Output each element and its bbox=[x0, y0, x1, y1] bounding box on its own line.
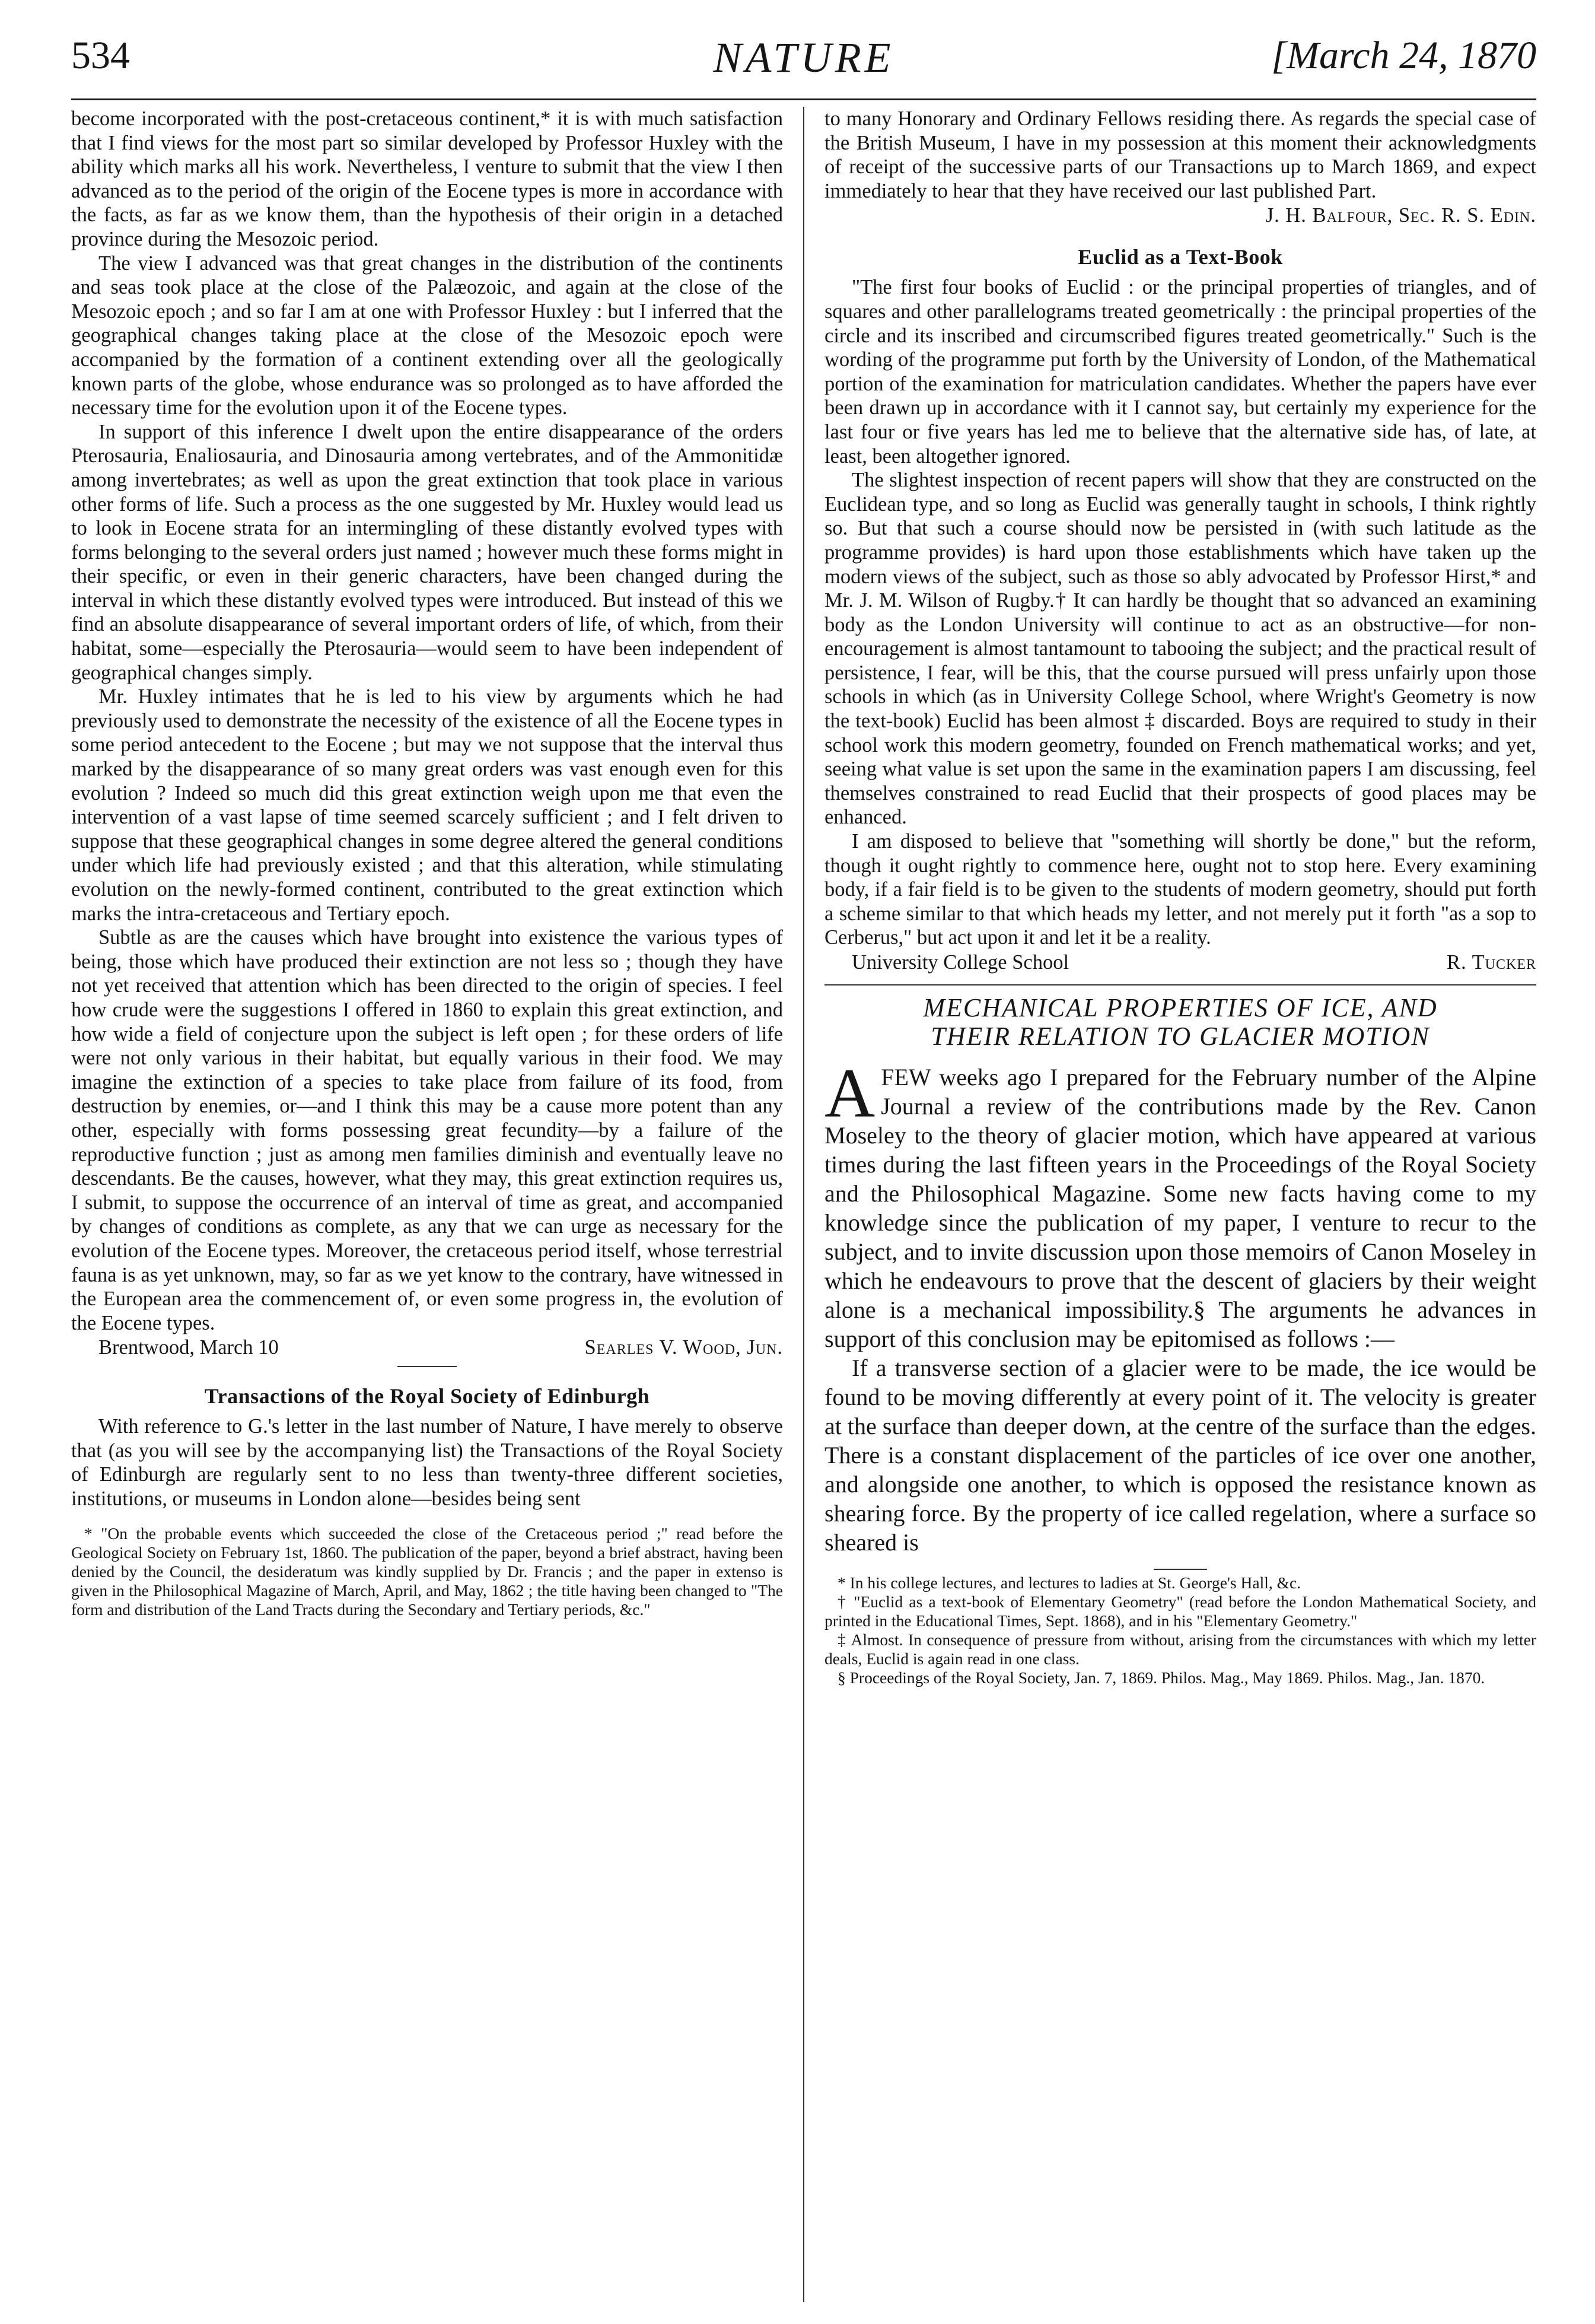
letter-title-euclid: Euclid as a Text-Book bbox=[1078, 245, 1283, 269]
right-column bbox=[824, 107, 1536, 2302]
page-number: 534 bbox=[71, 34, 130, 77]
article-rule bbox=[824, 984, 1536, 985]
body-paragraph: "The first four books of Euclid : or the principal properties of triangles, and of squares and other parallelograms treated geometrically : the principal properties of the circle and its inscribed and circumscribed figures treated geometrically." Such is the wording of the programme put forth by the University of London, of the Mathematical portion of the examination for matriculation candidates. Whether the papers have ever been drawn up in accordance with it I cannot say, but certainly my experience for the last four or five years has led me to believe that the alternative side has, of late, at least, been altogether ignored. bbox=[824, 276, 1536, 468]
signature-name: R. Tucker bbox=[1446, 951, 1536, 974]
body-paragraph bbox=[824, 1054, 1536, 1353]
body-paragraph: Mr. Huxley intimates that he is led to his view by arguments which he had previously used to demonstrate the necessity of the existence of all the Eocene types in some period antecedent to the Eocene ; but may we not suppose that the interval thus marked by the disappearance of so many great orders was vast enough even for this evolution ? Indeed so much did this great extinction weigh upon me that even the intervention of a vast lapse of time seemed scarcely sufficient ; and I felt driven to suppose that these geographical changes in some degree altered the general conditions under which life had previously existed ; and that this alteration, while stimulating evolution on the newly-formed continent, contributed to the great extinction which marks the intra-cretaceous and Tertiary epoch. bbox=[71, 685, 783, 925]
footnotes-left bbox=[71, 1524, 783, 1619]
footnotes-right bbox=[824, 1573, 1536, 1687]
journal-title: NATURE bbox=[713, 34, 894, 81]
body-paragraph: The slightest inspection of recent papers will show that they are constructed on the Euclidean type, and so long as Euclid was generally taught in schools, I think rightly so. But that such a course should now be persisted in (with such latitude as the programme provides) is hard upon those establishments which have taken up the modern views of the subject, such as those so ably advocated by Professor Hirst,* and Mr. J. M. Wilson of Rugby.† It can hardly be thought that so advanced an examining body as the London University will continue to act as an obstructive—for non-encouragement is almost tantamount to tabooing the subject; and the practical result of persistence, I fear, will be this, that the course pursued will press unfairly upon those schools in which (as in University College School, where Wright's Geometry is now the text-book) Euclid has been almost ‡ discarded. Boys are required to study in their school work this modern geometry, founded on French mathematical works; and yet, seeing what value is set upon the same in the examination papers I am discussing, feel themselves constrained to read Euclid that their prospects of good places may be enhanced. bbox=[824, 469, 1536, 829]
body-paragraph: Subtle as are the causes which have brought into existence the various types of being, those which have produced their extinction are not less so ; though they have not yet received that attention which has been directed to the origin of species. I feel how crude were the suggestions I offered in 1860 to explain this great extinction, and how wide a field of conjecture upon the subject is left open ; for these orders of life were not only various in their habitat, but equally various in their food. We may imagine the extinction of a species to take place from failure of its food, from destruction by enemies, or—and I think this may be a cause more potent than any other, especially with forms possessing great fecundity—by a failure of the reproductive function ; just as among men families diminish and eventually leave no descendants. Be the causes, however, what they may, this great extinction requires us, I submit, to suppose the occurrence of an interval of time as great, and accompanied by changes of conditions as complete, as any that we can urge as necessary for the evolution of the Eocene types. Moreover, the cretaceous period itself, whose terrestrial fauna is as yet unknown, may, so far as we yet know to the contrary, have witnessed in the European area the commencement of, or even some progress in, the evolution of the Eocene types. bbox=[71, 926, 783, 1334]
letter-title-transactions: Transactions of the Royal Society of Edinburgh bbox=[204, 1384, 650, 1409]
footnote: § Proceedings of the Royal Society, Jan. 7, 1869. Philos. Mag., May 1869. Philos. Mag., Jan. 1870. bbox=[838, 1668, 1485, 1687]
header-rule bbox=[71, 98, 1536, 100]
body-paragraph: I am disposed to believe that "something will shortly be done," but the reform, though it ought rightly to commence here, ought not to stop here. Every examining body, if a fair field is to be given to the students of modern geometry, should put forth a scheme similar to that which heads my letter, and not merely put it forth "as a sop to Cerberus," but act upon it and let it be a reality. bbox=[824, 830, 1536, 949]
footnote: * "On the probable events which succeeded the close of the Cretaceous period ;" read before the Geological Society on February 1st, 1860. The publication of the paper, beyond a brief abstract, having been denied by the Council, the desideratum was kindly supplied by Dr. Francis ; and the paper in extenso is given in the Philosophical Magazine of March, April, and May, 1862 ; the title having been changed to "The form and distribution of the Land Tracts during the Secondary and Tertiary periods, &c." bbox=[71, 1524, 783, 1619]
footnote: † "Euclid as a text-book of Elementary Geometry" (read before the London Mathematical Society, and printed in the Educational Times, Sept. 1868), and in his "Elementary Geometry." bbox=[824, 1592, 1536, 1630]
footnote: ‡ Almost. In consequence of pressure from without, arising from the circumstances with which my letter deals, Euclid is again read in one class. bbox=[824, 1630, 1536, 1668]
signature-place: University College School bbox=[852, 951, 1069, 974]
body-paragraph: The view I advanced was that great changes in the distribution of the continents and seas took place at the close of the Palæozoic, and again at the close of the Mesozoic epoch ; and so far I am at one with Professor Huxley : but I inferred that the geographical changes taking place at the close of the Mesozoic epoch were accompanied by the formation of a continent extending over all the geologically known parts of the globe, whose endurance was so prolonged as to have afforded the necessary time for the evolution upon it of the Eocene types. bbox=[71, 252, 783, 419]
article-title bbox=[824, 994, 1536, 1051]
body-paragraph: to many Honorary and Ordinary Fellows residing there. As regards the special case of the British Museum, I have in my possession at this moment their acknowledgments of receipt of the successive parts of our Transactions up to March 1869, and expect immediately to hear that they have received our last published Part. bbox=[824, 107, 1536, 202]
signature-name: Searles V. Wood, Jun. bbox=[584, 1336, 783, 1359]
body-paragraph: become incorporated with the post-cretaceous continent,* it is with much satisfaction that I find views for the most part so similar developed by Professor Huxley with the ability which marks all his work. Nevertheless, I venture to submit that the view I then advanced as to the period of the origin of the Eocene types is more in accordance with the facts, as far as we know them, than the hypothesis of their origin in a detached province during the Mesozoic period. bbox=[71, 107, 783, 250]
article-title-line: MECHANICAL PROPERTIES OF ICE, AND bbox=[923, 993, 1438, 1022]
article-paragraph-text: FEW weeks ago I prepared for the February number of the Alpine Journal a review of the contributions made by the Rev. Canon Moseley to the theory of glacier motion, which have appeared at various times during the last fifteen years in the Proceedings of the Royal Society and the Philosophical Magazine. Some new facts having come to my knowledge since the publication of my paper, I venture to recur to the subject, and to invite discussion upon those memoirs of Canon Moseley in which he endeavours to prove that the descent of glaciers by their weight alone is a mechanical impossibility.§ The arguments he advances in support of this conclusion may be epitomised as follows :— bbox=[824, 1064, 1536, 1352]
footnote: * In his college lectures, and lectures to ladies at St. George's Hall, &c. bbox=[838, 1573, 1301, 1592]
section-rule bbox=[397, 1366, 457, 1367]
body-paragraph: With reference to G.'s letter in the last number of Nature, I have merely to observe that (as you will see by the accompanying list) the Transactions of the Royal Society of Edinburgh are regularly sent to no less than twenty-three different societies, institutions, or museums in London alone—besides being sent bbox=[71, 1415, 783, 1511]
page-header bbox=[71, 28, 1536, 94]
signature-place: Brentwood, March 10 bbox=[98, 1336, 279, 1359]
article-title-line: THEIR RELATION TO GLACIER MOTION bbox=[931, 1022, 1430, 1051]
signature-balfour bbox=[824, 203, 1536, 228]
column-divider bbox=[803, 107, 804, 2302]
issue-date: [March 24, 1870 bbox=[1271, 34, 1536, 77]
left-column bbox=[71, 107, 783, 2302]
signature-tucker bbox=[824, 950, 1536, 975]
body-paragraph: If a transverse section of a glacier were to be made, the ice would be found to be moving differently at every point of it. The velocity is greater at the surface than deeper down, at the centre of the surface than the edges. There is a constant displacement of the particles of ice over one another, and alongside one another, to which is opposed the resistance known as shearing force. By the property of ice called regelation, where a surface so sheared is bbox=[824, 1355, 1536, 1556]
signature-name: J. H. Balfour, Sec. R. S. Edin. bbox=[1265, 204, 1536, 227]
signature-wood bbox=[71, 1335, 783, 1360]
body-paragraph: In support of this inference I dwelt upon the entire disappearance of the orders Pterosauria, Enaliosauria, and Dinosauria among vertebrates, and of the Ammonitidæ among invertebrates; as well as upon the great extinction that took place in various other forms of life. Such a process as the one suggested by Mr. Huxley would lead us to look in Eocene strata for an intermingling of these distantly evolved types with forms belonging to the several orders just named ; however much these forms might in their specific, or even in their generic characters, have been changed during the interval in which these distantly evolved types were introduced. But instead of this we find an absolute disappearance of several important orders of life, of which, from their habitat, some—especially the Pterosauria—would seem to have been independent of geographical changes simply. bbox=[71, 420, 783, 684]
article-body bbox=[824, 1054, 1536, 1557]
drop-cap: A bbox=[824, 1054, 876, 1132]
footnote-rule bbox=[1154, 1569, 1207, 1570]
